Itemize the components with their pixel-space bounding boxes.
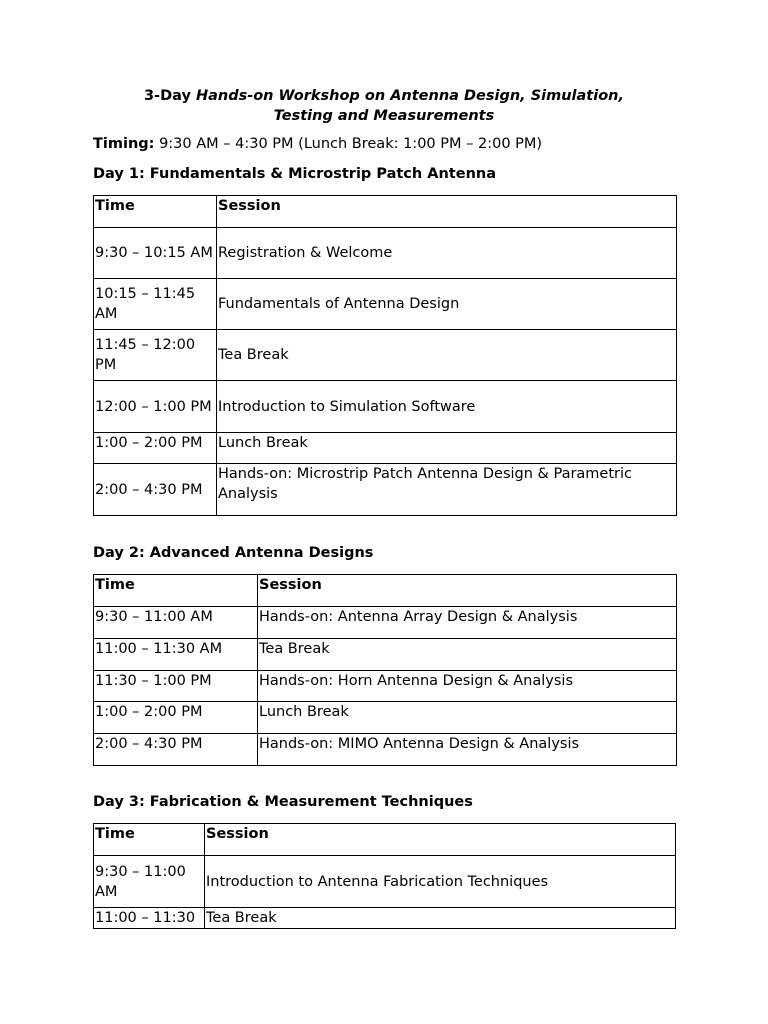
day-3-heading: Day 3: Fabrication & Measurement Techniques: [93, 794, 473, 810]
title-italic-line-2: Testing and Measurements: [273, 108, 495, 124]
time-cell: 1:00 – 2:00 PM: [94, 433, 217, 464]
column-header-session: Session: [258, 575, 677, 607]
table-row: [94, 734, 677, 766]
timing-label: Timing:: [93, 136, 155, 152]
session-cell: Lunch Break: [217, 433, 677, 464]
time-cell: 1:00 – 2:00 PM: [94, 702, 258, 734]
table-row: [94, 607, 677, 639]
time-cell: 11:45 – 12:00 PM: [94, 330, 217, 381]
table-row: [94, 908, 676, 929]
session-cell: Fundamentals of Antenna Design: [217, 279, 677, 330]
column-header-session: Session: [205, 824, 676, 856]
time-cell: 11:00 – 11:30 AM: [94, 639, 258, 671]
session-cell: Hands-on: Microstrip Patch Antenna Design & Parametric Analysis: [217, 464, 677, 516]
time-cell: 2:00 – 4:30 PM: [94, 734, 258, 766]
table-row: [94, 671, 677, 702]
session-cell: Hands-on: MIMO Antenna Design & Analysis: [258, 734, 677, 766]
session-cell: Tea Break: [217, 330, 677, 381]
table-row: [94, 330, 677, 381]
timing-value: 9:30 AM – 4:30 PM (Lunch Break: 1:00 PM – 2:00 PM): [159, 136, 543, 152]
session-cell: Tea Break: [205, 908, 676, 929]
day-1-schedule-table: [93, 195, 677, 516]
column-header-time: Time: [94, 824, 205, 856]
column-header-time: Time: [94, 196, 217, 228]
day-3-schedule-table: [93, 823, 676, 929]
time-cell: 10:15 – 11:45 AM: [94, 279, 217, 330]
time-cell: 2:00 – 4:30 PM: [94, 464, 217, 516]
table-header-row: [94, 824, 676, 856]
time-cell: 9:30 – 11:00 AM: [94, 856, 205, 908]
title-prefix: 3-Day: [143, 88, 196, 104]
day-1-heading: Day 1: Fundamentals & Microstrip Patch Antenna: [93, 166, 497, 182]
title-italic-line-1: Hands-on Workshop on Antenna Design, Simulation,: [195, 88, 625, 104]
session-cell: Hands-on: Antenna Array Design & Analysis: [258, 607, 677, 639]
table-header-row: [94, 196, 677, 228]
session-cell: Introduction to Antenna Fabrication Techniques: [205, 856, 676, 908]
time-cell: 9:30 – 11:00 AM: [94, 607, 258, 639]
session-cell: Lunch Break: [258, 702, 677, 734]
table-row: [94, 702, 677, 734]
session-cell: Hands-on: Horn Antenna Design & Analysis: [258, 671, 677, 702]
session-cell: Introduction to Simulation Software: [217, 381, 677, 433]
table-header-row: [94, 575, 677, 607]
session-cell: Tea Break: [258, 639, 677, 671]
timing-line: [93, 134, 542, 154]
time-cell: 12:00 – 1:00 PM: [94, 381, 217, 433]
time-cell: 11:30 – 1:00 PM: [94, 671, 258, 702]
title-line-1: [0, 86, 768, 106]
day-2-heading: Day 2: Advanced Antenna Designs: [93, 545, 374, 561]
column-header-time: Time: [94, 575, 258, 607]
time-cell: 9:30 – 10:15 AM: [94, 228, 217, 279]
table-row: [94, 381, 677, 433]
table-row: [94, 639, 677, 671]
document-title: [0, 86, 768, 126]
table-row: [94, 228, 677, 279]
table-row: [94, 433, 677, 464]
table-row: [94, 464, 677, 516]
session-cell: Registration & Welcome: [217, 228, 677, 279]
time-cell: 11:00 – 11:30: [94, 908, 205, 929]
table-row: [94, 856, 676, 908]
table-row: [94, 279, 677, 330]
column-header-session: Session: [217, 196, 677, 228]
day-2-schedule-table: [93, 574, 677, 766]
